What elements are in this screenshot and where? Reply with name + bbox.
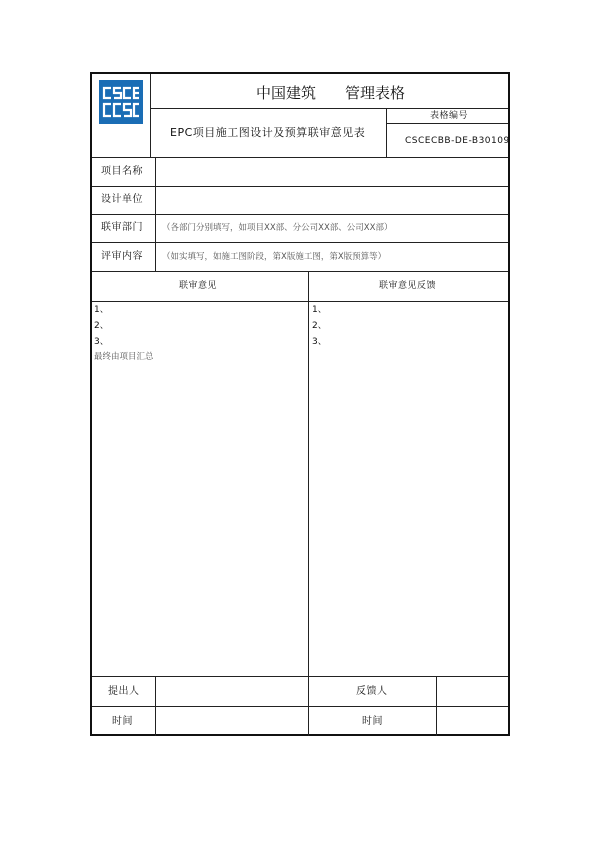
left-list-item-1[interactable]: 1、 (94, 305, 109, 315)
code-value: CSCECBB-DE-B30109 (405, 136, 510, 146)
left-column-header: 联审意见 (179, 281, 218, 291)
right-column-header: 联审意见反馈 (379, 281, 437, 291)
field-review-content-value[interactable]: （如实填写，如施工图阶段，第X版施工图，第X版预算等） (162, 252, 387, 262)
field-review-dept-label: 联审部门 (101, 222, 143, 233)
time-right-input-cell[interactable] (437, 707, 508, 734)
proposer-label: 提出人 (108, 686, 140, 697)
left-list-item-2[interactable]: 2、 (94, 321, 109, 331)
right-list-item-3[interactable]: 3、 (312, 337, 327, 347)
form-title: EPC项目施工图设计及预算联审意见表 (170, 126, 366, 139)
time-label-left: 时间 (112, 716, 133, 727)
left-list-item-3[interactable]: 3、 (94, 337, 109, 347)
field-project-name-label: 项目名称 (101, 166, 143, 177)
review-form (90, 72, 510, 736)
time-label-right: 时间 (362, 716, 383, 727)
proposer-input-cell[interactable] (156, 677, 308, 706)
right-list-item-1[interactable]: 1、 (312, 305, 327, 315)
left-summary-note: 最终由项目汇总 (94, 352, 154, 362)
cscec-logo-icon (99, 80, 143, 124)
right-list-item-2[interactable]: 2、 (312, 321, 327, 331)
feedback-person-label: 反馈人 (356, 686, 388, 697)
field-design-unit-label: 设计单位 (101, 194, 143, 205)
code-label: 表格编号 (430, 111, 469, 121)
feedback-person-input-cell[interactable] (437, 677, 508, 706)
time-left-input-cell[interactable] (156, 707, 308, 734)
org-name: 中国建筑 (256, 84, 317, 102)
field-review-dept-value[interactable]: （各部门分别填写，如项目XX部、分公司XX部、公司XX部） (162, 223, 393, 233)
doc-type-title: 管理表格 (345, 84, 406, 102)
field-review-content-label: 评审内容 (101, 251, 143, 262)
